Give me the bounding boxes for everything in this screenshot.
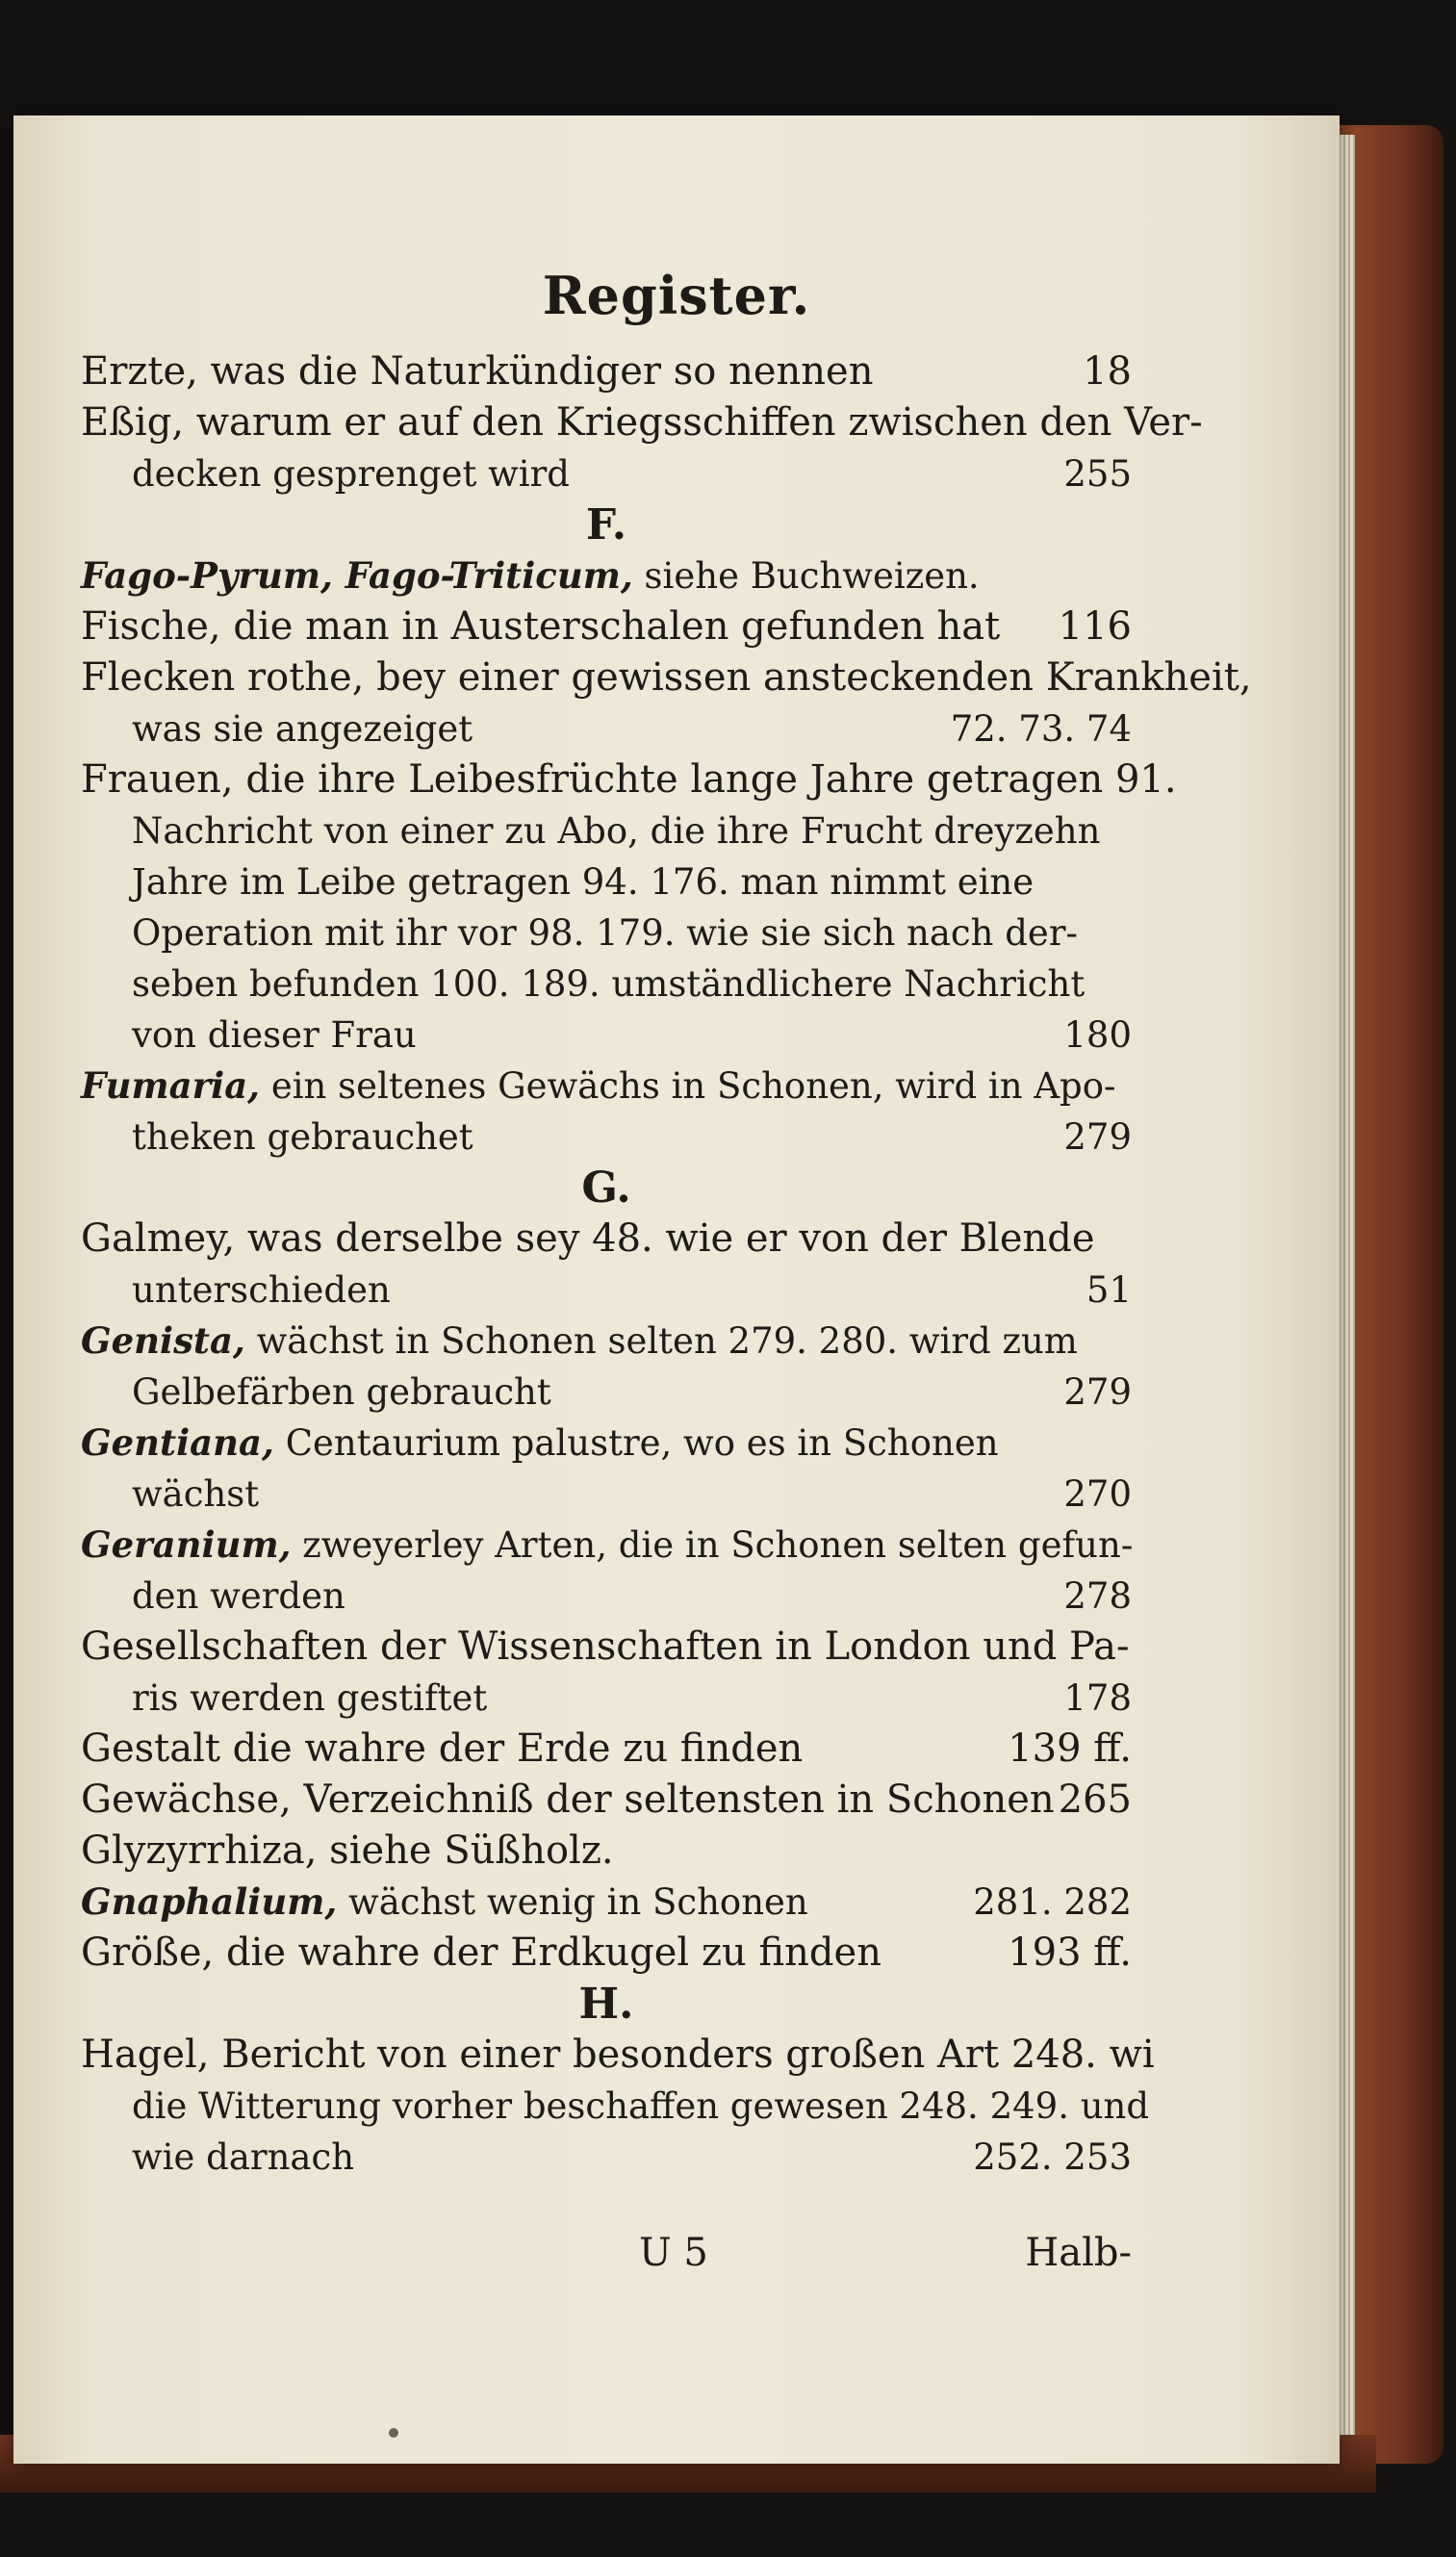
entry-page-number: 139 ff. xyxy=(1008,1726,1132,1771)
index-entry-continuation xyxy=(81,1265,1132,1316)
entry-page-number: 193 ff. xyxy=(1008,1931,1132,1975)
entry-latin-term: Geranium, xyxy=(81,1523,292,1566)
entry-page-number: 18 xyxy=(1083,349,1132,394)
entry-text: wächst in Schonen selten 279. 280. wird zum xyxy=(256,1320,1078,1362)
entry-text: Centaurium palustre, wo es in Schonen xyxy=(285,1422,999,1464)
entry-page-number: 265 xyxy=(1058,1777,1132,1822)
page-title: Register. xyxy=(542,265,811,326)
index-entry xyxy=(81,2030,1155,2081)
entry-text: Gestalt die wahre der Erde zu finden xyxy=(81,1726,804,1771)
entry-latin-term: Fago-Pyrum, Fago-Triticum, xyxy=(81,554,633,597)
entry-page-number: 178 xyxy=(1063,1677,1132,1719)
index-entry-continuation xyxy=(81,703,1132,754)
entry-latin-term: Gnaphalium, xyxy=(81,1880,338,1923)
entry-text: Fische, die man in Austerschalen gefunden hat xyxy=(81,604,1001,649)
paper-speck xyxy=(389,2428,398,2438)
index-entry xyxy=(81,1826,1132,1877)
entry-text: Gewächse, Verzeichniß der seltensten in Schonen xyxy=(81,1777,1055,1822)
index-entry xyxy=(81,1622,1132,1673)
index-entry xyxy=(81,1724,1132,1775)
index-entry-continuation xyxy=(81,805,1132,857)
entry-latin-term: Fumaria, xyxy=(81,1064,261,1107)
entry-page-number: 252. 253 xyxy=(973,2136,1132,2178)
entry-page-number: 255 xyxy=(1063,453,1132,495)
entry-text: ris werden gestiftet xyxy=(132,1677,488,1719)
entry-text: den werden xyxy=(132,1575,345,1617)
entry-text: Frauen, die ihre Leibesfrüchte lange Jahre getragen 91. xyxy=(81,757,1177,802)
index-entry xyxy=(81,601,1132,652)
entry-text: die Witterung vorher beschaffen gewesen 248. 249. und xyxy=(132,2085,1150,2127)
index-entry xyxy=(81,346,1132,397)
index-entry xyxy=(81,1775,1132,1826)
index-entry-continuation xyxy=(81,959,1132,1010)
index-entry-continuation xyxy=(81,1469,1132,1520)
entry-page-number: 270 xyxy=(1063,1473,1132,1515)
index-entry xyxy=(81,1316,1132,1367)
index-entries xyxy=(81,346,1252,2183)
entry-text: siehe Buchweizen. xyxy=(644,555,980,597)
index-entry xyxy=(81,397,1203,448)
catchword: Halb- xyxy=(1025,2231,1132,2275)
index-entry xyxy=(81,1877,1132,1928)
index-entry xyxy=(81,1061,1132,1112)
entry-latin-term: Gentiana, xyxy=(81,1421,274,1464)
index-entry xyxy=(81,550,1132,601)
index-entry-continuation xyxy=(81,1673,1132,1724)
index-entry-continuation xyxy=(81,908,1132,959)
entry-text: wächst xyxy=(132,1473,260,1515)
entry-text: Eßig, warum er auf den Kriegsschiffen zwischen den Ver- xyxy=(81,400,1203,445)
section-letter: G. xyxy=(581,1163,631,1213)
entry-text: ein seltenes Gewächs in Schonen, wird in Apo- xyxy=(270,1065,1116,1107)
entry-page-number: 180 xyxy=(1063,1014,1132,1056)
index-entry xyxy=(81,1214,1132,1265)
entry-text: seben befunden 100. 189. umständlichere Nachricht xyxy=(132,963,1086,1005)
section-letter: H. xyxy=(578,1980,634,2029)
entry-text: zweyerley Arten, die in Schonen selten gefun- xyxy=(302,1524,1134,1566)
entry-text: Hagel, Bericht von einer besonders großen Art 248. wi xyxy=(81,2033,1155,2077)
entry-text: Glyzyrrhiza, siehe Süßholz. xyxy=(81,1828,614,1873)
entry-text: Jahre im Leibe getragen 94. 176. man nimmt eine xyxy=(132,861,1035,903)
entry-text: Nachricht von einer zu Abo, die ihre Frucht dreyzehn xyxy=(132,810,1101,852)
entry-text: unterschieden xyxy=(132,1269,391,1311)
entry-text: was sie angezeiget xyxy=(132,708,473,750)
index-entry xyxy=(81,1520,1132,1571)
index-entry-continuation xyxy=(81,1010,1132,1061)
index-entry xyxy=(81,754,1177,805)
page-footer xyxy=(81,2231,1132,2285)
entry-text: Galmey, was derselbe sey 48. wie er von der Blende xyxy=(81,1216,1095,1261)
entry-page-number: 281. 282 xyxy=(973,1881,1132,1923)
index-entry-continuation xyxy=(81,1112,1132,1163)
index-entry-continuation xyxy=(81,2132,1132,2183)
index-entry-continuation xyxy=(81,1367,1132,1418)
index-entry-continuation xyxy=(81,857,1132,908)
entry-page-number: 278 xyxy=(1063,1575,1132,1617)
section-letter: F. xyxy=(585,500,627,550)
index-entry xyxy=(81,652,1252,703)
index-entry-continuation xyxy=(81,2081,1150,2132)
entry-text: Gelbefärben gebraucht xyxy=(132,1371,551,1413)
entry-text: decken gesprenget wird xyxy=(132,453,570,495)
entry-text: von dieser Frau xyxy=(132,1014,417,1056)
entry-page-number: 51 xyxy=(1086,1269,1132,1311)
entry-text: Erzte, was die Naturkündiger so nennen xyxy=(81,349,874,394)
entry-page-number: 279 xyxy=(1063,1371,1132,1413)
signature-mark: U 5 xyxy=(639,2231,708,2275)
index-entry xyxy=(81,1418,1132,1469)
entry-text: Flecken rothe, bey einer gewissen ansteckenden Krankheit, xyxy=(81,655,1252,700)
index-entry-continuation xyxy=(81,1571,1132,1622)
entry-text: wie darnach xyxy=(132,2136,355,2178)
index-entry-continuation xyxy=(81,448,1132,499)
entry-text: Gesellschaften der Wissenschaften in London und Pa- xyxy=(81,1624,1130,1669)
entry-text: Operation mit ihr vor 98. 179. wie sie sich nach der- xyxy=(132,912,1079,954)
entry-text: wächst wenig in Schonen xyxy=(348,1881,808,1923)
entry-text: theken gebrauchet xyxy=(132,1116,473,1158)
entry-latin-term: Genista, xyxy=(81,1319,245,1362)
entry-page-number: 279 xyxy=(1063,1116,1132,1158)
index-entry xyxy=(81,1928,1132,1979)
entry-page-number: 116 xyxy=(1058,604,1132,649)
entry-page-number: 72. 73. 74 xyxy=(950,708,1132,750)
entry-text: Größe, die wahre der Erdkugel zu finden xyxy=(81,1931,881,1975)
book-page xyxy=(13,115,1340,2464)
